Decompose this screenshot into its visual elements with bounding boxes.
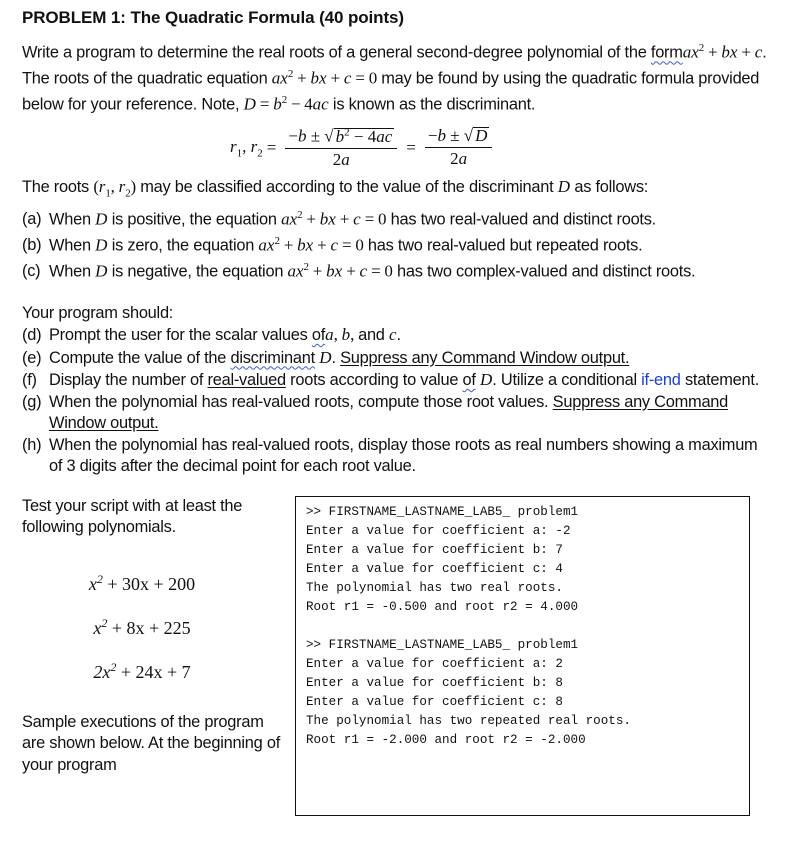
problem-page xyxy=(22,8,767,796)
formula-fraction-1: $\frac{-b \pm √ b^2 - 4ac}{2a}$ xyxy=(285,126,397,169)
if-end-keyword: if-end xyxy=(641,371,681,390)
console-line: Enter a value for coefficient c: 4 xyxy=(306,561,563,576)
console-line: Enter a value for coefficient a: -2 xyxy=(306,523,571,538)
polynomial-1: $x^2 + 30x + 200$ xyxy=(88,571,196,594)
problem-heading: PROBLEM 1: The Quadratic Formula (40 points) xyxy=(22,8,404,27)
list-item: (g) When the polynomial has real-valued roots, compute those root values. Suppress any Command Window output. xyxy=(22,392,729,433)
polynomial-2: $x^2 + 8x + 225$ xyxy=(93,615,191,638)
test-section xyxy=(22,496,767,796)
test-intro: Test your script with at least the following polynomials. xyxy=(22,496,243,537)
sample-console-output xyxy=(295,496,750,816)
polynomial-3: $2x^2 + 24x + 7$ xyxy=(93,659,191,682)
list-item: (d) Prompt the user for the scalar values ofa, b, and c. xyxy=(22,325,401,345)
console-line: The polynomial has two real roots. xyxy=(306,580,563,595)
console-line: Root r1 = -2.000 and root r2 = -2.000 xyxy=(306,732,586,747)
intro-paragraph: Write a program to determine the real roots of a general second-degree polynomial of the formax$^2$ + bx + c. The roots of the quadratic equation $ax^2$ + bx + c = 0 may be found by using the quadratic formula provided below for your reference. Note, $D = b^2 - 4ac$ is known as the discriminant. xyxy=(22,42,767,114)
list-item: (h) When the polynomial has real-valued roots, display those roots as real numbers showing a maximum of 3 digits after the decimal point for each root value. xyxy=(22,435,758,476)
console-line: Root r1 = -0.500 and root r2 = 4.000 xyxy=(306,599,579,614)
test-polynomials xyxy=(22,557,290,689)
classification-list xyxy=(22,205,767,283)
test-instructions xyxy=(22,496,290,689)
classification-intro: The roots ($r_1$, $r_2$) may be classified according to the value of the discriminant D as follows: xyxy=(22,176,649,200)
formula-lhs: $r_1$, $r_2$ xyxy=(230,136,263,160)
console-line: Enter a value for coefficient c: 8 xyxy=(306,694,563,709)
list-item: (b) When D is zero, the equation $ax^2$ + bx + c = 0 has two real-valued but repeated roots. xyxy=(22,234,643,255)
form-word: form xyxy=(650,43,683,62)
program-requirements-list xyxy=(22,324,767,478)
console-line: The polynomial has two repeated real roots. xyxy=(306,713,631,728)
list-item: (a) When D is positive, the equation $ax^2$ + bx + c = 0 has two real-valued and distinct roots. xyxy=(22,208,656,229)
console-line: Enter a value for coefficient b: 8 xyxy=(306,675,563,690)
list-item: (f) Display the number of real-valued roots according to value of D. Utilize a conditional if-end statement. xyxy=(22,370,760,390)
console-line: Enter a value for coefficient a: 2 xyxy=(306,656,563,671)
console-line: Enter a value for coefficient b: 7 xyxy=(306,542,563,557)
sample-note: Sample executions of the program are shown below. At the beginning of your program xyxy=(22,712,280,774)
formula-fraction-2: $\frac{-b \pm √ D}{2a}$ xyxy=(425,126,493,169)
console-line: >> FIRSTNAME_LASTNAME_LAB5_ problem1 xyxy=(306,637,579,652)
program-intro: Your program should: xyxy=(22,303,174,322)
quadratic-formula: $r_1$, $r_2$ = $\frac{-b \pm √ b^2 - 4ac}{2a}$ = $\frac{-b \pm √ D}{2a}$ xyxy=(230,124,767,172)
list-item: (e) Compute the value of the discriminant D. Suppress any Command Window output. xyxy=(22,347,630,367)
list-item: (c) When D is negative, the equation $ax^2$ + bx + c = 0 has two complex-valued and distinct roots. xyxy=(22,260,696,281)
console-line: >> FIRSTNAME_LASTNAME_LAB5_ problem1 xyxy=(306,504,579,519)
